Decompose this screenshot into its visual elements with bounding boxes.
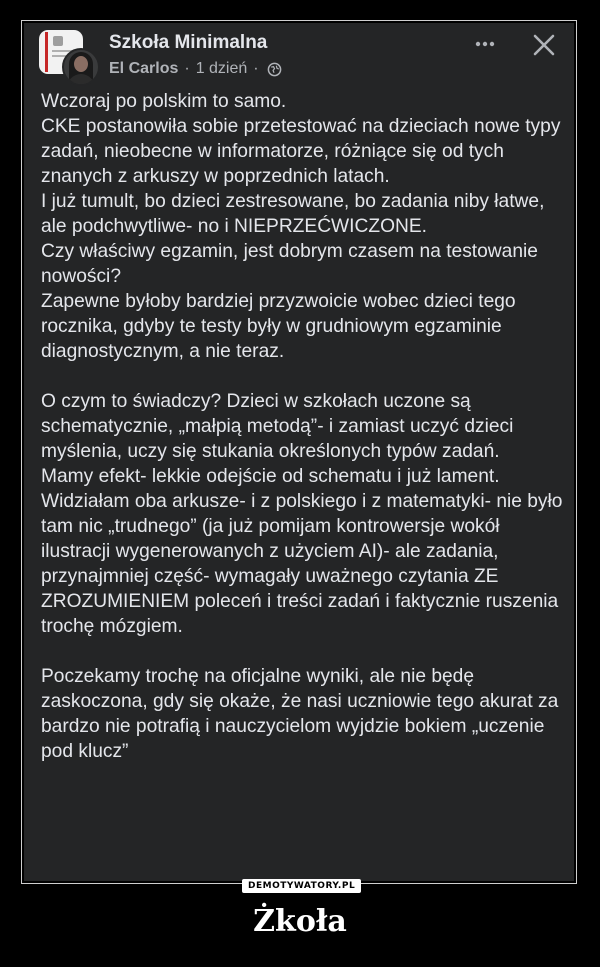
post-header (24, 23, 574, 87)
page-name-link[interactable]: Szkoła Minimalna (109, 32, 268, 53)
meta-separator: · (184, 60, 190, 77)
globe-icon (267, 62, 282, 77)
more-options-glyph (470, 29, 500, 59)
meta-separator: · (253, 60, 259, 77)
post-body-text: Wczoraj po polskim to samo. CKE postanowiła sobie przetestować na dzieciach nowe typy zadań, nieobecne w informatorze, różniące się od tych znanych z arkuszy w poprzednich latach. I już tumult, bo dzieci zestresowane, bo zadania niby łatwe, ale podchwytliwe- no i NIEPRZEĆWICZONE. Czy właściwy egzamin, jest dobrym czasem na testowanie nowości? Zapewne byłoby bardziej przyzwoicie wobec dzieci tego rocznika, gdyby te testy były w grudniowym egzaminie diagnostycznym, a nie teraz. O czym to świadczy? Dzieci w szkołach uczone są schematycznie, „małpią metodą”- i zamiast uczyć dzieci myślenia, uczy się stukania określonych typów zadań. Mamy efekt- lekkie odejście od schematu i już lament. Widziałam oba arkusze- i z polskiego i z matematyki- nie było tam nic „trudnego” (ja już pomijam kontrowersje wokół ilustracji wygenerowanych z użyciem AI)- ale zadania, przynajmniej część- wymagały uważnego czytania ZE ZROZUMIENIEM poleceń i treści zadań i faktycznie ruszenia trochę mózgiem. Poczekamy trochę na oficjalne wyniki, ale nie będę zaskoczona, gdy się okaże, że nasi uczniowie tego akurat za bardzo nie potrafią i nauczycielom wyjdzie bokiem „uczenie pod klucz” (41, 91, 563, 762)
page-avatar-emblem (53, 36, 63, 46)
author-avatar-face (74, 56, 88, 72)
more-options-icon[interactable] (470, 29, 500, 59)
demotivator-frame (21, 20, 577, 884)
watermark-logo: DEMOTYWATORY.PL (242, 879, 361, 893)
author-name-link[interactable]: El Carlos (109, 60, 179, 77)
post-timestamp[interactable]: 1 dzień (195, 60, 248, 77)
close-icon[interactable] (532, 33, 556, 57)
meme-caption: Żkoła (253, 904, 347, 939)
page-avatar-stripe (45, 32, 48, 72)
author-avatar[interactable] (62, 48, 100, 86)
post-card (24, 23, 574, 881)
post-meta (109, 60, 282, 78)
